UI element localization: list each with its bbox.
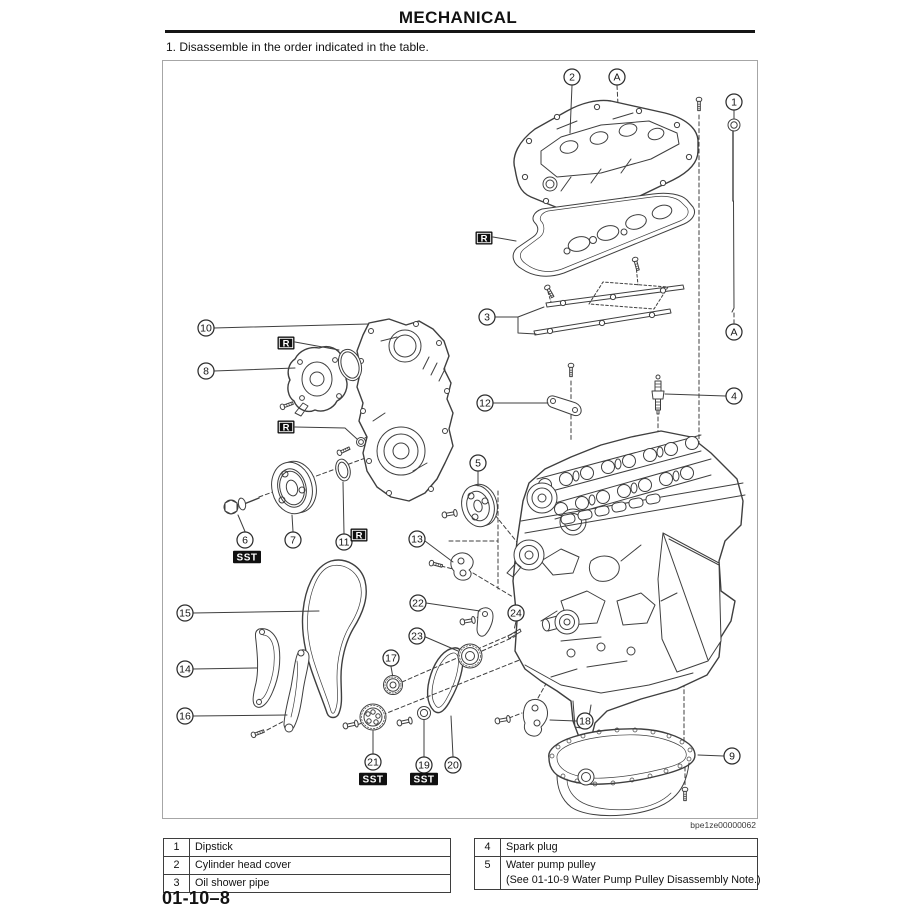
part-description: Cylinder head cover — [195, 859, 292, 871]
svg-text:R: R — [282, 338, 290, 350]
part-description: Spark plug — [506, 841, 558, 853]
water-pump-drawing — [279, 347, 348, 416]
valve-cover-bolt — [696, 97, 702, 110]
callout-11 — [336, 534, 352, 550]
callout-a-bottom — [726, 324, 742, 340]
callout-5 — [470, 455, 486, 471]
r-marker — [476, 232, 493, 245]
svg-text:SST: SST — [236, 552, 258, 564]
table-row — [164, 839, 450, 857]
spark-plug-drawing — [652, 375, 664, 414]
callout-10 — [198, 320, 214, 336]
sst-marker — [410, 773, 438, 786]
svg-text:5: 5 — [475, 457, 481, 470]
svg-text:4: 4 — [731, 390, 737, 403]
svg-text:9: 9 — [729, 750, 735, 763]
oil-pan-drawing — [549, 728, 695, 816]
callout-1 — [726, 94, 742, 110]
callout-15 — [177, 605, 193, 621]
callout-2 — [564, 69, 580, 85]
bracket-22-drawing — [460, 608, 493, 636]
svg-text:1: 1 — [731, 96, 737, 109]
callout-13 — [409, 531, 425, 547]
svg-text:19: 19 — [418, 759, 430, 772]
table-row — [475, 857, 761, 889]
svg-text:13: 13 — [411, 533, 423, 546]
callout-12 — [477, 395, 493, 411]
callout-14 — [177, 661, 193, 677]
callout-20 — [445, 757, 461, 773]
svg-text:7: 7 — [290, 534, 296, 547]
callout-7 — [285, 532, 301, 548]
svg-text:24: 24 — [510, 607, 522, 620]
oil-pump-sprocket-drawing — [384, 676, 403, 695]
crank-sprocket-drawing — [342, 704, 386, 730]
svg-text:15: 15 — [179, 607, 191, 620]
page-number: 01-10–8 — [162, 888, 231, 908]
exploded-engine-diagram — [163, 61, 757, 818]
timing-chain-drawing — [302, 560, 366, 717]
svg-text:16: 16 — [179, 710, 191, 723]
crankshaft-pulley-drawing — [266, 457, 321, 518]
figure-code: bpe1ze00000062 — [690, 820, 756, 830]
engine-block-drawing — [507, 431, 745, 739]
part-number: 1 — [164, 839, 190, 856]
part-number: 2 — [164, 857, 190, 874]
crank-seal-drawing — [334, 458, 353, 483]
r-marker — [351, 529, 368, 542]
grommet-drawing — [336, 438, 365, 457]
dipstick-drawing — [728, 119, 740, 312]
part-description: Oil shower pipe — [195, 877, 270, 889]
table-row — [475, 839, 757, 857]
parts-table-left — [163, 838, 451, 893]
idler-sprocket-drawing — [458, 644, 482, 668]
svg-text:10: 10 — [200, 322, 212, 335]
part-number: 5 — [475, 857, 501, 889]
svg-text:21: 21 — [367, 756, 379, 769]
svg-text:R: R — [282, 422, 290, 434]
svg-text:23: 23 — [411, 630, 423, 643]
svg-text:SST: SST — [413, 774, 435, 786]
camshaft-bracket-12-drawing — [547, 363, 581, 415]
callout-4 — [726, 388, 742, 404]
part-description-note: (See 01-10-9 Water Pump Pulley Disassembly Note.) — [506, 874, 761, 886]
svg-text:2: 2 — [569, 71, 575, 84]
callout-23 — [409, 628, 425, 644]
svg-text:R: R — [355, 530, 363, 542]
water-pump-pulley-drawing — [442, 481, 502, 531]
svg-text:8: 8 — [203, 365, 209, 378]
sst-marker — [233, 551, 261, 564]
svg-text:20: 20 — [447, 759, 459, 772]
svg-text:A: A — [730, 326, 738, 339]
svg-text:3: 3 — [484, 311, 490, 324]
part-description — [501, 857, 766, 889]
callout-16 — [177, 708, 193, 724]
part-description: Dipstick — [195, 841, 233, 853]
valve-cover-gasket-drawing — [513, 193, 694, 276]
svg-text:6: 6 — [242, 534, 248, 547]
callout-17 — [383, 650, 399, 666]
svg-text:SST: SST — [362, 774, 384, 786]
part-description-main: Water pump pulley — [506, 859, 596, 871]
callout-21 — [365, 754, 381, 770]
r-marker — [278, 421, 295, 434]
title-rule — [165, 30, 755, 33]
r-marker — [278, 337, 295, 350]
callout-6 — [237, 532, 253, 548]
callout-19 — [416, 757, 432, 773]
crank-bolt-drawing — [224, 497, 259, 514]
svg-text:17: 17 — [385, 652, 397, 665]
svg-text:A: A — [613, 71, 621, 84]
callout-9 — [724, 748, 740, 764]
svg-text:11: 11 — [338, 536, 350, 549]
callout-22 — [410, 595, 426, 611]
bracket-18-drawing — [495, 699, 548, 736]
callout-3 — [479, 309, 495, 325]
table-row — [164, 857, 450, 875]
callout-18 — [577, 713, 593, 729]
part-number: 4 — [475, 839, 501, 856]
svg-text:12: 12 — [479, 397, 491, 410]
part-number: 3 — [164, 875, 190, 892]
pump-rotor-drawing — [396, 707, 430, 727]
timing-cover-drawing — [357, 319, 453, 501]
svg-text:R: R — [480, 233, 488, 245]
callout-24 — [508, 605, 524, 621]
svg-text:14: 14 — [179, 663, 191, 676]
sst-marker — [359, 773, 387, 786]
callout-a-top — [609, 69, 625, 85]
instruction-text: 1. Disassemble in the order indicated in the table. — [166, 40, 429, 54]
tensioner-13-drawing — [429, 553, 474, 580]
callout-8 — [198, 363, 214, 379]
parts-table-right — [474, 838, 761, 890]
page-title: MECHANICAL — [398, 8, 518, 27]
svg-text:18: 18 — [579, 715, 591, 728]
exploded-diagram-frame — [162, 60, 758, 819]
svg-text:22: 22 — [412, 597, 424, 610]
